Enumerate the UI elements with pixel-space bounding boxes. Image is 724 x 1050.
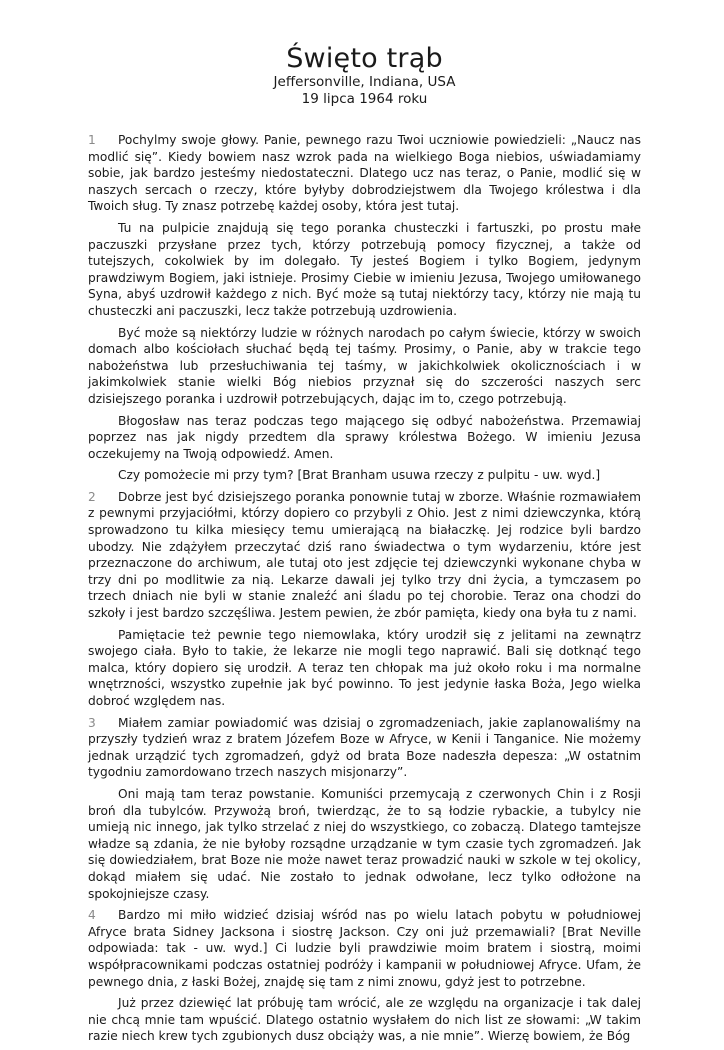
paragraph-text: Błogosław nas teraz podczas tego mającego się odbyć nabożeństwa. Przemawiaj poprzez nas jak nigdy przedtem dla sprawy królestwa Bożego. W imieniu Jezusa oczekujemy na Twoją odpowiedź. Amen. xyxy=(88,413,641,461)
paragraph xyxy=(88,220,641,320)
title-block xyxy=(88,44,641,108)
document-page xyxy=(88,44,641,1050)
paragraph-text: Tu na pulpicie znajdują się tego poranka chusteczki i fartuszki, po prostu małe paczuszki przysłane przez tych, którzy potrzebują pomocy fizycznej, a także od tutejszych, cokolwiek by im dolegało. Ty jesteś Bogiem i tylko Bogiem, jedynym prawdziwym Bogiem, jaki istnieje. Prosimy Ciebie w imieniu Jezusa, Twojego umiłowanego Syna, abyś uzdrowił każdego z nich. Być może są tutaj niektórzy tacy, którzy nie mają tu chusteczki ani paczuszki, lecz także potrzebują uzdrowienia. xyxy=(88,220,641,318)
paragraph-4 xyxy=(88,907,641,990)
sermon-body xyxy=(88,132,641,1045)
sermon-location: Jeffersonville, Indiana, USA xyxy=(273,74,456,90)
paragraph-text: Być może są niektórzy ludzie w różnych narodach po całym świecie, którzy w swoich domach albo kościołach słuchać będą tej taśmy. Prosimy, o Panie, aby w trakcie tego nabożeństwa lub przesłuchiwania tej taśmy, w jakichkolwiek okolicznościach i w jakimkolwiek stanie wielki Bóg niebios przyznał się do szczerości naszych serc dzisiejszego poranka i uzdrowił potrzebujących, dając im to, czego potrzebują. xyxy=(88,325,641,406)
paragraph xyxy=(88,467,641,484)
paragraph-text: Bardzo mi miło widzieć dzisiaj wśród nas po wielu latach pobytu w południowej Afryce brata Sidney Jacksona i siostrę Jackson. Czy oni już przemawiali? [Brat Neville odpowiada: tak - uw. wyd.] Ci ludzie byli prawdziwie moim bratem i siostrą, moimi współpracownikami podczas ostatniej podróży i kampanii w południowej Afryce. Ufam, że pewnego dnia, z łaski Bożej, znajdę się tam z nimi znowu, gdyż jest to potrzebne. xyxy=(88,908,641,989)
paragraph-2 xyxy=(88,489,641,622)
sermon-title: Święto trąb xyxy=(286,43,443,74)
paragraph-1 xyxy=(88,132,641,215)
paragraph xyxy=(88,995,641,1045)
paragraph-number: 2 xyxy=(88,489,96,504)
paragraph xyxy=(88,325,641,408)
paragraph-text: Pochylmy swoje głowy. Panie, pewnego razu Twoi uczniowie powiedzieli: „Naucz nas modlić się”. Kiedy bowiem nasz wzrok pada na wielkiego Boga niebios, uświadamiamy sobie, jak bardzo jesteśmy niedostateczni. Dlatego ucz nas teraz, o Panie, modlić się w naszych sercach o rzeczy, które byłyby dobrodziejstwem dla Twojego królestwa i dla Twoich sług. Ty znasz potrzebę każdej osoby, która jest tutaj. xyxy=(88,133,641,214)
paragraph-text: Dobrze jest być dzisiejszego poranka ponownie tutaj w zborze. Właśnie rozmawiałem z pewnymi przyjaciółmi, którzy dopiero co przybyli z Ohio. Jest z nimi dziewczynka, którą sprowadzono tu kilka miesięcy temu umierającą na białaczkę. Jej rodzice byli bardzo ubodzy. Nie zdążyłem przeczytać dziś rano świadectwa o tym wydarzeniu, które jest przeznaczone do archiwum, ale tutaj oto jest zdjęcie tej dziewczynki wykonane chyba w trzy dni po modlitwie za nią. Lekarze dawali jej tylko trzy dni życia, a tymczasem po trzech dniach nie byli w stanie znaleźć ani śladu po tej chorobie. Teraz ona chodzi do szkoły i jest bardzo szczęśliwa. Jestem pewien, że zbór pamięta, kiedy ona była tu z nami. xyxy=(88,489,641,621)
paragraph xyxy=(88,786,641,902)
paragraph-number: 1 xyxy=(88,133,96,147)
paragraph-3 xyxy=(88,715,641,781)
paragraph-text: Czy pomożecie mi przy tym? [Brat Branham usuwa rzeczy z pulpitu - uw. wyd.] xyxy=(118,468,601,483)
paragraph xyxy=(88,627,641,710)
paragraph-text: Miałem zamiar powiadomić was dzisiaj o zgromadzeniach, jakie zaplanowaliśmy na przyszły tydzień wraz z bratem Józefem Boze w Afryce, w Kenii i Tanganice. Nie możemy jednak urządzić tych zgromadzeń, gdyż od brata Boze nadeszła depesza: „W ostatnim tygodniu zamordowano trzech naszych misjonarzy”. xyxy=(88,715,641,780)
paragraph xyxy=(88,413,641,463)
paragraph-number: 3 xyxy=(88,715,96,730)
paragraph-text: Pamiętacie też pewnie tego niemowlaka, który urodził się z jelitami na zewnątrz swojego ciała. Było to takie, że lekarze nie mogli tego naprawić. Bali się dotknąć tego malca, który dopiero się urodził. A teraz ten chłopak ma już około roku i ma normalne wnętrzności, wszystko zupełnie jak być powinno. To jest jedynie łaska Boża, Jego wielka dobroć względem nas. xyxy=(88,627,641,708)
sermon-date: 19 lipca 1964 roku xyxy=(301,91,428,107)
paragraph-text: Już przez dziewięć lat próbuję tam wrócić, ale ze względu na organizacje i tak dalej nie chcą mnie tam wpuścić. Dlatego ostatnio wysłałem do nich list ze słowami: „W takim razie niech krew tych zgubionych dusz obciąży was, a nie mnie”. Wierzę bowiem, że Bóg xyxy=(88,996,641,1044)
paragraph-number: 4 xyxy=(88,908,96,923)
paragraph-text: Oni mają tam teraz powstanie. Komuniści przemycają z czerwonych Chin i z Rosji broń dla tubylców. Przywożą broń, twierdząc, że to są łodzie rybackie, a tubylcy nie umieją nic innego, jak tylko strzelać z niej do wszystkiego, co zobaczą. Dlatego tamtejsze władze są zdania, że nie byłoby rozsądne urządzanie w tym czasie tych zgromadzeń. Jak się dowiedziałem, brat Boze nie może nawet teraz prowadzić nauki w szkole w tej okolicy, dokąd miałem się udać. Nie zostało to jednak odwołane, lecz tylko odłożone na spokojniejsze czasy. xyxy=(88,786,641,901)
